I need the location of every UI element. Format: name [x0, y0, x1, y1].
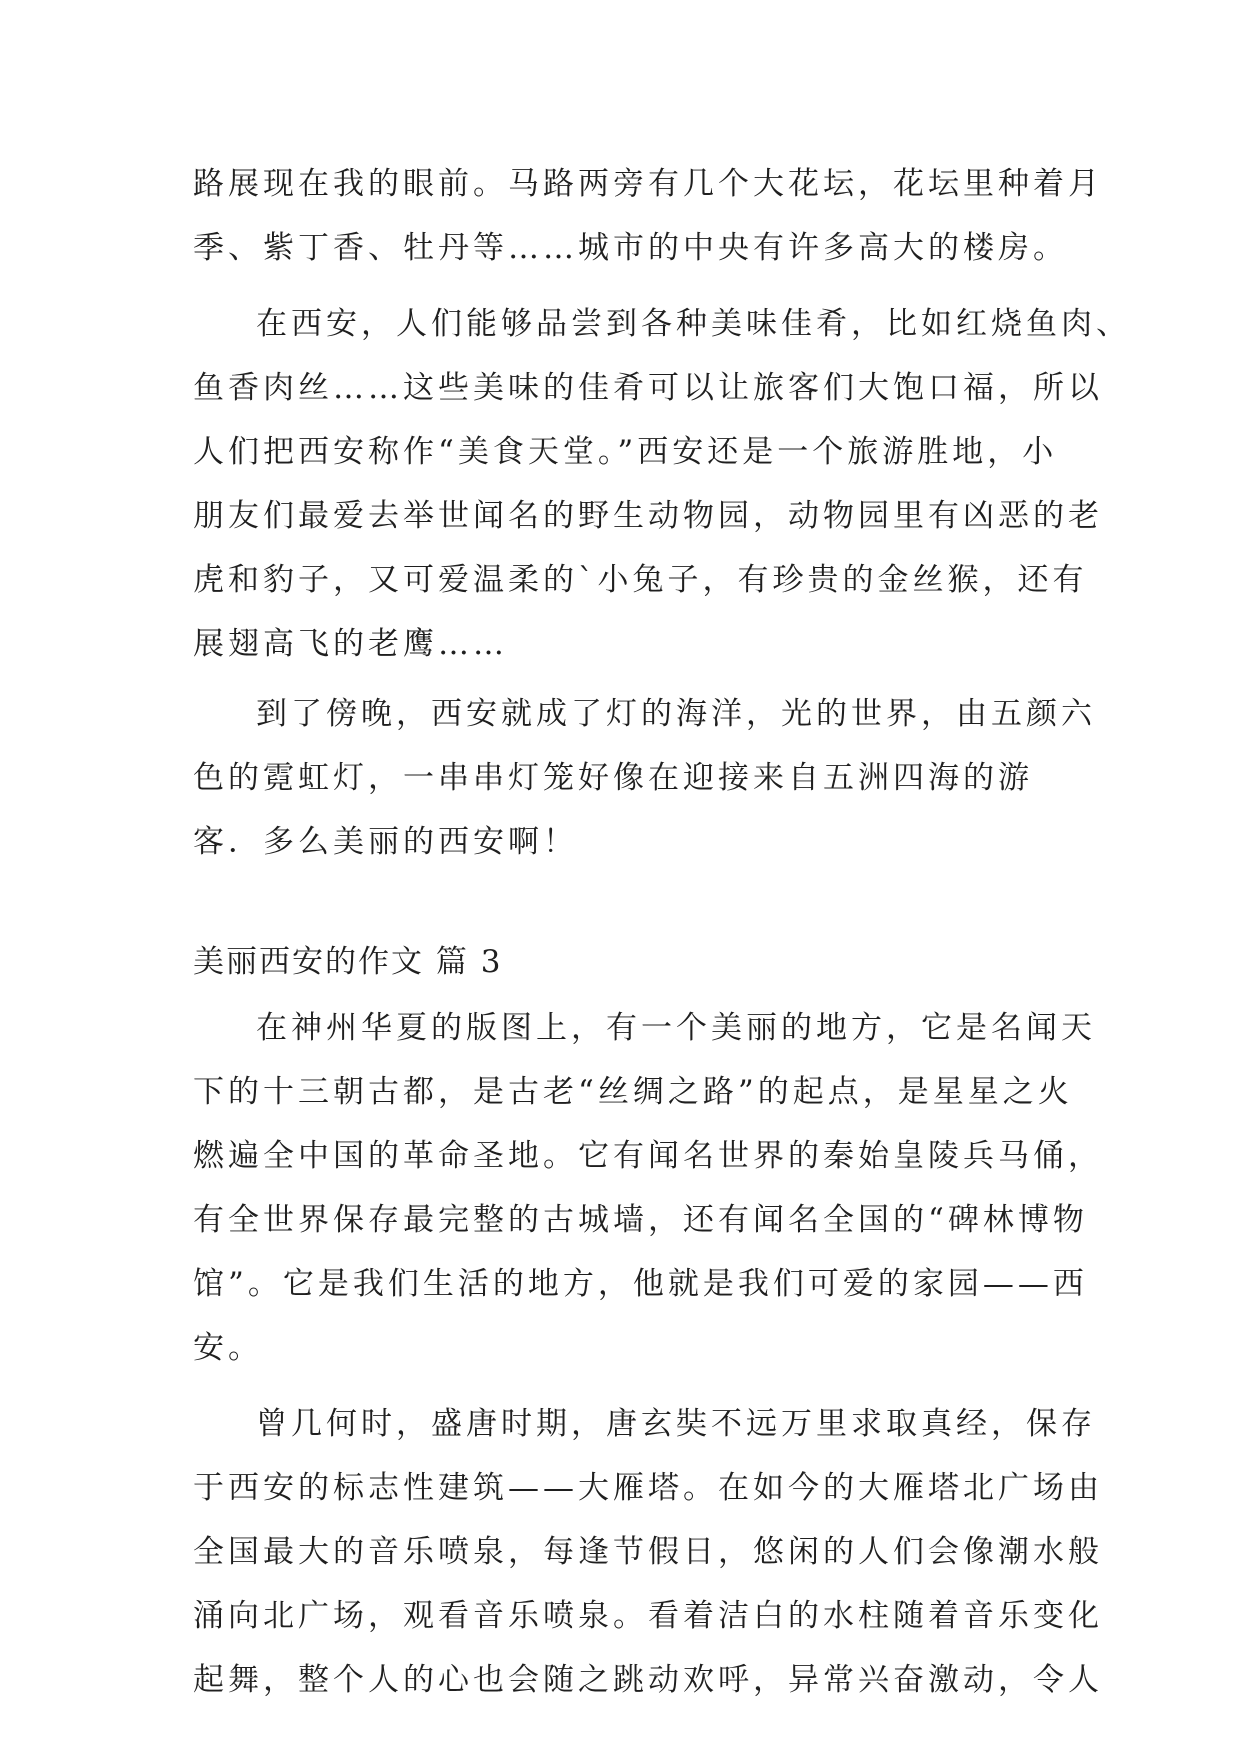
section-heading: 美丽西安的作文 篇 3 — [193, 944, 503, 980]
text-line: 客．多么美丽的西安啊！ — [193, 824, 578, 860]
paragraph-start-line: 到了傍晚，西安就成了灯的海洋，光的世界，由五颜六 — [256, 696, 1096, 732]
text-line: 全国最大的音乐喷泉，每逢节假日，悠闲的人们会像潮水般 — [193, 1534, 1103, 1570]
text-line: 色的霓虹灯，一串串灯笼好像在迎接来自五洲四海的游 — [193, 760, 1033, 796]
text-line: 季、紫丁香、牡丹等……城市的中央有许多高大的楼房。 — [193, 230, 1068, 266]
text-line: 虎和豹子，又可爱温柔的`小兔子，有珍贵的金丝猴，还有 — [193, 562, 1088, 598]
text-line: 馆”。它是我们生活的地方，他就是我们可爱的家园——西 — [193, 1266, 1088, 1302]
text-line: 起舞，整个人的心也会随之跳动欢呼，异常兴奋激动，令人 — [193, 1662, 1103, 1698]
text-line: 展翅高飞的老鹰…… — [193, 626, 508, 662]
paragraph-start-line: 曾几何时，盛唐时期，唐玄奘不远万里求取真经，保存 — [256, 1406, 1096, 1442]
text-line: 于西安的标志性建筑——大雁塔。在如今的大雁塔北广场由 — [193, 1470, 1103, 1506]
text-line: 朋友们最爱去举世闻名的野生动物园，动物园里有凶恶的老 — [193, 498, 1103, 534]
text-line: 安。 — [193, 1330, 263, 1366]
text-line: 下的十三朝古都，是古老“丝绸之路”的起点，是星星之火 — [193, 1074, 1073, 1110]
paragraph-start-line: 在神州华夏的版图上，有一个美丽的地方，它是名闻天 — [256, 1010, 1096, 1046]
text-line: 路展现在我的眼前。马路两旁有几个大花坛，花坛里种着月 — [193, 166, 1103, 202]
text-line: 鱼香肉丝……这些美味的佳肴可以让旅客们大饱口福，所以 — [193, 370, 1103, 406]
text-line: 人们把西安称作“美食天堂。”西安还是一个旅游胜地，小 — [193, 434, 1058, 470]
text-line: 涌向北广场，观看音乐喷泉。看着洁白的水柱随着音乐变化 — [193, 1598, 1103, 1634]
text-line: 有全世界保存最完整的古城墙，还有闻名全国的“碑林博物 — [193, 1202, 1088, 1238]
text-line: 燃遍全中国的革命圣地。它有闻名世界的秦始皇陵兵马俑， — [193, 1138, 1103, 1174]
paragraph-start-line: 在西安，人们能够品尝到各种美味佳肴，比如红烧鱼肉、 — [256, 306, 1131, 342]
